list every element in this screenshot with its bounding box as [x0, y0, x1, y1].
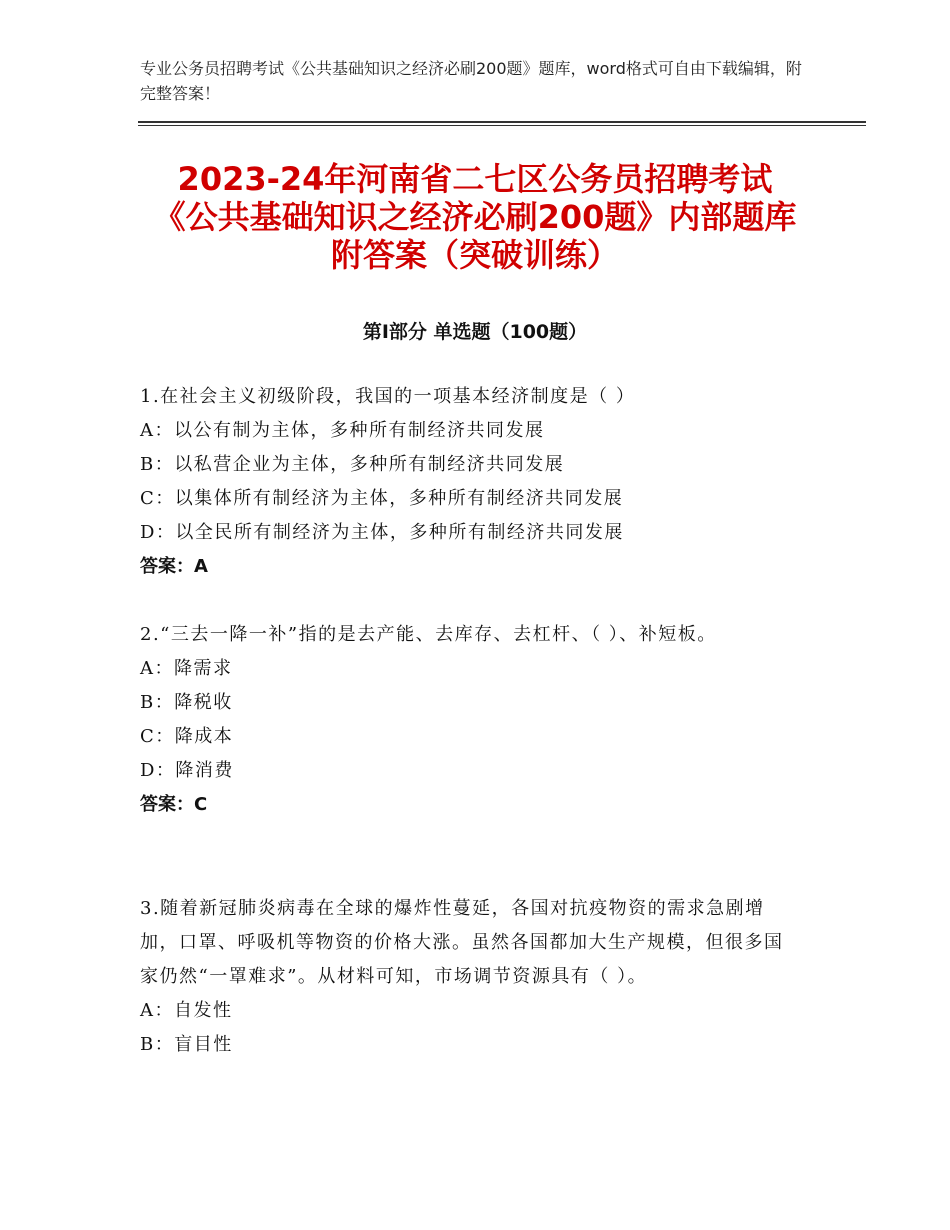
- header-rule-thin: [138, 125, 866, 126]
- document-title: 2023-24年河南省二七区公务员招聘考试《公共基础知识之经济必刷200题》内部题库附答案（突破训练）: [153, 160, 797, 274]
- question-stem: 1.在社会主义初级阶段，我国的一项基本经济制度是（ ）: [140, 386, 636, 407]
- option-b: B：以私营企业为主体，多种所有制经济共同发展: [140, 454, 565, 475]
- question-2: [140, 618, 800, 822]
- header-note: 专业公务员招聘考试《公共基础知识之经济必刷200题》题库，word格式可自由下载编辑，附完整答案！: [140, 59, 802, 103]
- option-d: D：以全民所有制经济为主体，多种所有制经济共同发展: [140, 522, 624, 543]
- option-a: A：降需求: [140, 658, 233, 679]
- section-heading: 第Ⅰ部分 单选题（100题）: [362, 321, 588, 343]
- option-c: C：以集体所有制经济为主体，多种所有制经济共同发展: [140, 488, 624, 509]
- question-stem: 2.“三去一降一补”指的是去产能、去库存、去杠杆、（ ）、补短板。: [140, 624, 717, 645]
- answer-line: 答案：A: [140, 556, 208, 577]
- header-rule-thick: [138, 121, 866, 123]
- question-3: [140, 892, 800, 1062]
- option-b: B：降税收: [140, 692, 233, 713]
- answer-line: 答案：C: [140, 794, 208, 815]
- question-stem: 3.随着新冠肺炎病毒在全球的爆炸性蔓延，各国对抗疫物资的需求急剧增加，口罩、呼吸机等物资的价格大涨。虽然各国都加大生产规模，但很多国家仍然“一罩难求”。从材料可知，市场调节资源具有（ ）。: [140, 898, 784, 987]
- question-1: [140, 380, 800, 584]
- option-d: D：降消费: [140, 760, 234, 781]
- option-b: B：盲目性: [140, 1034, 233, 1055]
- option-a: A：自发性: [140, 1000, 233, 1021]
- option-a: A：以公有制为主体，多种所有制经济共同发展: [140, 420, 545, 441]
- option-c: C：降成本: [140, 726, 234, 747]
